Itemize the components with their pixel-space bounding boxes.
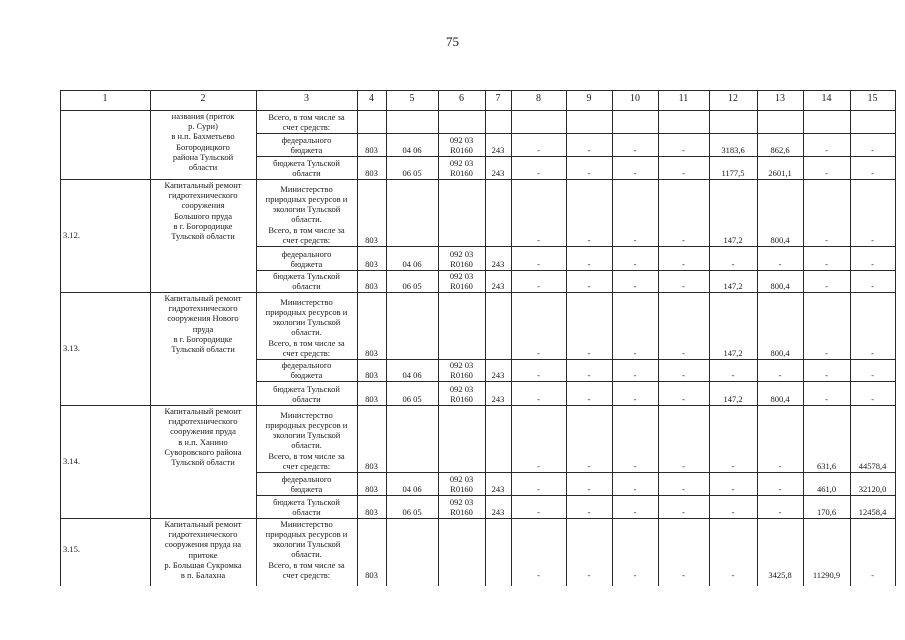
value-cell-col-13: 800,4 (770, 393, 790, 404)
value-cell-col-13: 800,4 (770, 234, 790, 245)
value-cell-col-13: - (778, 483, 782, 494)
value-cell-col-15: 12458,4 (858, 506, 887, 517)
grid-line-vertical (803, 90, 804, 586)
value-cell-col-7: 243 (491, 167, 505, 178)
value-cell-col-4: 803 (365, 393, 378, 404)
value-cell-col-5: 06 05 (402, 393, 422, 404)
value-cell-col-11: - (682, 506, 685, 517)
value-cell-col-6: 092 03 R0160 (449, 359, 474, 380)
value-cell-col-14: - (825, 393, 828, 404)
value-cell-col-15: - (871, 258, 874, 269)
value-cell-col-11: - (682, 460, 685, 471)
object-name: Капитальный ремонт гидротехнического сооружения пруда в н.п. Ханино Суворовского района Тульской области (164, 406, 242, 468)
value-cell-col-12 (709, 110, 757, 133)
value-cell-col-14 (803, 110, 850, 133)
value-cell-col-9: - (587, 144, 591, 155)
value-cell-col-10 (612, 110, 658, 133)
grid-line-vertical (566, 90, 567, 586)
value-cell-col-4: 803 (365, 234, 378, 245)
value-cell-col-5 (386, 179, 438, 246)
funding-source: бюджета Тульской области (273, 383, 340, 404)
value-cell-col-8: - (537, 167, 540, 178)
value-cell-col-8: - (537, 483, 540, 494)
grid-line-vertical (60, 90, 61, 586)
value-cell-col-14: - (825, 347, 828, 358)
value-cell-col-5: 04 06 (402, 369, 422, 380)
value-cell-col-6 (438, 179, 485, 246)
header-cell-1: 1 (102, 93, 108, 105)
grid-line-vertical (485, 90, 486, 586)
value-cell-col-9: - (587, 506, 591, 517)
page-number: 75 (446, 34, 459, 49)
header-cell-6: 6 (459, 93, 464, 105)
value-cell-col-7: 243 (491, 280, 505, 291)
object-name: Капитальный ремонт гидротехнического сооружения Большого пруда в г. Богородицке Тульской области (164, 180, 242, 242)
object-name: Капитальный ремонт гидротехнического сооружения пруда на притоке р. Большая Сукромка в п. Балахна (164, 519, 242, 581)
value-cell-col-14: 11290,9 (812, 569, 841, 580)
grid-line-vertical (511, 90, 512, 586)
grid-line-vertical (757, 90, 758, 586)
value-cell-col-14: - (825, 280, 828, 291)
value-cell-col-6 (438, 292, 485, 359)
value-cell-col-4: 803 (365, 506, 378, 517)
value-cell-col-9: - (587, 483, 591, 494)
header-cell-13: 13 (775, 93, 785, 105)
header-cell-14: 14 (821, 93, 832, 105)
value-cell-col-4: 803 (365, 258, 378, 269)
value-cell-col-11: - (682, 483, 685, 494)
value-cell-col-15: - (871, 280, 874, 291)
value-cell-col-15 (850, 110, 895, 133)
grid-line-vertical (709, 90, 710, 586)
value-cell-col-10: - (633, 506, 637, 517)
value-cell-col-12: - (731, 258, 735, 269)
value-cell-col-5 (386, 405, 438, 472)
value-cell-col-11: - (682, 234, 685, 245)
value-cell-col-11: - (682, 280, 685, 291)
value-cell-col-7 (485, 292, 511, 359)
header-cell-15: 15 (867, 93, 878, 105)
value-cell-col-9: - (587, 393, 591, 404)
value-cell-col-10: - (633, 280, 637, 291)
value-cell-col-10: - (633, 347, 637, 358)
value-cell-col-15: - (871, 167, 874, 178)
value-cell-col-6: 092 03 R0160 (449, 496, 474, 517)
value-cell-col-10: - (633, 167, 637, 178)
grid-line-vertical (256, 90, 257, 586)
value-cell-col-13: - (778, 460, 782, 471)
section-number: 3.13. (63, 342, 80, 353)
value-cell-col-11: - (682, 393, 685, 404)
header-cell-12: 12 (728, 93, 738, 105)
funding-source: Всего, в том числе за счет средств: (268, 111, 345, 132)
funding-source: Министерство природных ресурсов и экологии Тульской области. Всего, в том числе за счет средств: (265, 409, 348, 471)
value-cell-col-14: - (825, 167, 828, 178)
value-cell-col-4: 803 (365, 569, 378, 580)
value-cell-col-12: - (731, 369, 735, 380)
section-number: 3.14. (63, 455, 80, 466)
grid-line-vertical (438, 90, 439, 586)
value-cell-col-6: 092 03 R0160 (449, 134, 474, 155)
value-cell-col-7 (485, 110, 511, 133)
value-cell-col-15: - (871, 144, 874, 155)
value-cell-col-8: - (537, 234, 540, 245)
value-cell-col-13: 2601,1 (768, 167, 792, 178)
object-name: названия (приток р. Сури) в н.п. Бахметьево Богородицкого района Тульской области (171, 111, 235, 173)
value-cell-col-13: 862,6 (770, 144, 790, 155)
value-cell-col-5: 06 05 (402, 280, 422, 291)
value-cell-col-14: - (825, 258, 828, 269)
value-cell-col-4: 803 (365, 280, 378, 291)
value-cell-col-10: - (633, 569, 637, 580)
value-cell-col-12: 147,2 (723, 234, 743, 245)
value-cell-col-14: 170,6 (816, 506, 837, 517)
value-cell-col-13: 3425,8 (768, 569, 792, 580)
value-cell-col-5: 04 06 (402, 483, 422, 494)
value-cell-col-8: - (537, 369, 540, 380)
value-cell-col-8: - (537, 258, 540, 269)
value-cell-col-4 (357, 110, 386, 133)
value-cell-col-9: - (587, 369, 591, 380)
funding-source: федерального бюджета (281, 134, 332, 155)
value-cell-col-8: - (537, 506, 540, 517)
value-cell-col-10: - (633, 483, 637, 494)
value-cell-col-14: - (825, 144, 828, 155)
value-cell-col-8: - (537, 393, 540, 404)
value-cell-col-7: 243 (491, 393, 505, 404)
value-cell-col-7: 243 (491, 369, 505, 380)
value-cell-col-12: - (731, 483, 735, 494)
value-cell-col-7: 243 (491, 483, 505, 494)
value-cell-col-10: - (633, 393, 637, 404)
value-cell-col-15: - (871, 393, 874, 404)
value-cell-col-5: 06 05 (402, 167, 422, 178)
value-cell-col-8: - (537, 347, 540, 358)
grid-line-vertical (658, 90, 659, 586)
value-cell-col-12: - (731, 506, 735, 517)
section-number: 3.15. (63, 543, 80, 554)
value-cell-col-7: 243 (491, 144, 505, 155)
funding-source: Министерство природных ресурсов и экологии Тульской области. Всего, в том числе за счет средств: (265, 296, 348, 358)
value-cell-col-14: 631,6 (816, 460, 837, 471)
value-cell-col-11: - (682, 258, 685, 269)
value-cell-col-11: - (682, 569, 685, 580)
value-cell-col-4: 803 (365, 369, 378, 380)
value-cell-col-7 (485, 518, 511, 581)
grid-line-vertical (386, 90, 387, 586)
value-cell-col-8: - (537, 460, 540, 471)
value-cell-col-8: - (537, 569, 540, 580)
value-cell-col-7: 243 (491, 258, 505, 269)
value-cell-col-5 (386, 292, 438, 359)
value-cell-col-15: 44578,4 (858, 460, 887, 471)
value-cell-col-13: - (778, 369, 782, 380)
value-cell-col-12: - (731, 460, 735, 471)
value-cell-col-6: 092 03 R0160 (449, 270, 474, 291)
value-cell-col-15: - (871, 347, 874, 358)
funding-source: федерального бюджета (281, 248, 332, 269)
value-cell-col-13: - (778, 506, 782, 517)
value-cell-col-9: - (587, 167, 591, 178)
value-cell-col-6: 092 03 R0160 (449, 383, 474, 404)
value-cell-col-4: 803 (365, 144, 378, 155)
section-number (60, 110, 150, 179)
value-cell-col-8: - (537, 280, 540, 291)
value-cell-col-9: - (587, 280, 591, 291)
value-cell-col-13: 800,4 (770, 280, 790, 291)
value-cell-col-13: - (778, 258, 782, 269)
value-cell-col-4: 803 (365, 167, 378, 178)
header-cell-9: 9 (586, 93, 592, 105)
value-cell-col-10: - (633, 144, 637, 155)
funding-source: федерального бюджета (281, 473, 332, 494)
value-cell-col-7: 243 (491, 506, 505, 517)
value-cell-col-4: 803 (365, 483, 378, 494)
header-cell-3: 3 (304, 93, 309, 105)
header-cell-10: 10 (630, 93, 640, 105)
value-cell-col-6: 092 03 R0160 (449, 157, 474, 178)
value-cell-col-7 (485, 179, 511, 246)
value-cell-col-6 (438, 405, 485, 472)
value-cell-col-6: 092 03 R0160 (449, 473, 474, 494)
value-cell-col-10: - (633, 234, 637, 245)
grid-line-vertical (895, 90, 896, 586)
value-cell-col-13 (757, 110, 803, 133)
funding-source: бюджета Тульской области (273, 270, 340, 291)
value-cell-col-5: 04 06 (402, 258, 422, 269)
header-cell-5: 5 (409, 93, 415, 105)
value-cell-col-15: - (871, 569, 874, 580)
grid-line-vertical (150, 90, 151, 586)
value-cell-col-15: - (871, 369, 874, 380)
value-cell-col-12: 1177,5 (721, 167, 745, 178)
value-cell-col-10: - (633, 369, 637, 380)
value-cell-col-6 (438, 518, 485, 581)
value-cell-col-9: - (587, 258, 591, 269)
value-cell-col-11: - (682, 144, 685, 155)
value-cell-col-4: 803 (365, 460, 378, 471)
value-cell-col-9: - (587, 347, 591, 358)
value-cell-col-10: - (633, 258, 637, 269)
value-cell-col-11: - (682, 347, 685, 358)
value-cell-col-6 (438, 110, 485, 133)
header-cell-8: 8 (536, 93, 541, 105)
value-cell-col-5 (386, 110, 438, 133)
value-cell-col-13: 800,4 (770, 347, 790, 358)
value-cell-col-12: 147,2 (723, 280, 743, 291)
value-cell-col-10: - (633, 460, 637, 471)
value-cell-col-9 (566, 110, 612, 133)
value-cell-col-5 (386, 518, 438, 581)
grid-line-vertical (357, 90, 358, 586)
value-cell-col-8: - (537, 144, 540, 155)
value-cell-col-5: 06 05 (402, 506, 422, 517)
value-cell-col-14: - (825, 369, 828, 380)
header-cell-7: 7 (495, 93, 501, 105)
value-cell-col-12: 3183,6 (721, 144, 745, 155)
value-cell-col-6: 092 03 R0160 (449, 248, 474, 269)
value-cell-col-15: - (871, 234, 874, 245)
value-cell-col-11: - (682, 167, 685, 178)
value-cell-col-8 (511, 110, 566, 133)
value-cell-col-4: 803 (365, 347, 378, 358)
header-cell-2: 2 (200, 93, 206, 105)
funding-source: бюджета Тульской области (273, 157, 340, 178)
section-number: 3.12. (63, 229, 80, 240)
value-cell-col-14: 461,0 (816, 483, 837, 494)
object-name: Капитальный ремонт гидротехнического сооружения Нового пруда в г. Богородицке Тульской области (164, 293, 242, 355)
value-cell-col-12: 147,2 (723, 393, 743, 404)
value-cell-col-15: 32120,0 (858, 483, 887, 494)
value-cell-col-9: - (587, 460, 591, 471)
value-cell-col-14: - (825, 234, 828, 245)
value-cell-col-5: 04 06 (402, 144, 422, 155)
funding-source: федерального бюджета (281, 359, 332, 380)
funding-source: Министерство природных ресурсов и экологии Тульской области. Всего, в том числе за счет средств: (265, 183, 348, 245)
value-cell-col-12: - (731, 569, 735, 580)
value-cell-col-11 (658, 110, 709, 133)
funding-source: Министерство природных ресурсов и экологии Тульской области. Всего, в том числе за счет средств: (265, 518, 348, 580)
grid-line-vertical (612, 90, 613, 586)
header-cell-11: 11 (678, 93, 689, 105)
value-cell-col-12: 147,2 (723, 347, 743, 358)
grid-line-vertical (850, 90, 851, 586)
header-cell-4: 4 (369, 93, 374, 105)
funding-source: бюджета Тульской области (273, 496, 340, 517)
value-cell-col-9: - (587, 569, 591, 580)
value-cell-col-7 (485, 405, 511, 472)
value-cell-col-11: - (682, 369, 685, 380)
value-cell-col-9: - (587, 234, 591, 245)
